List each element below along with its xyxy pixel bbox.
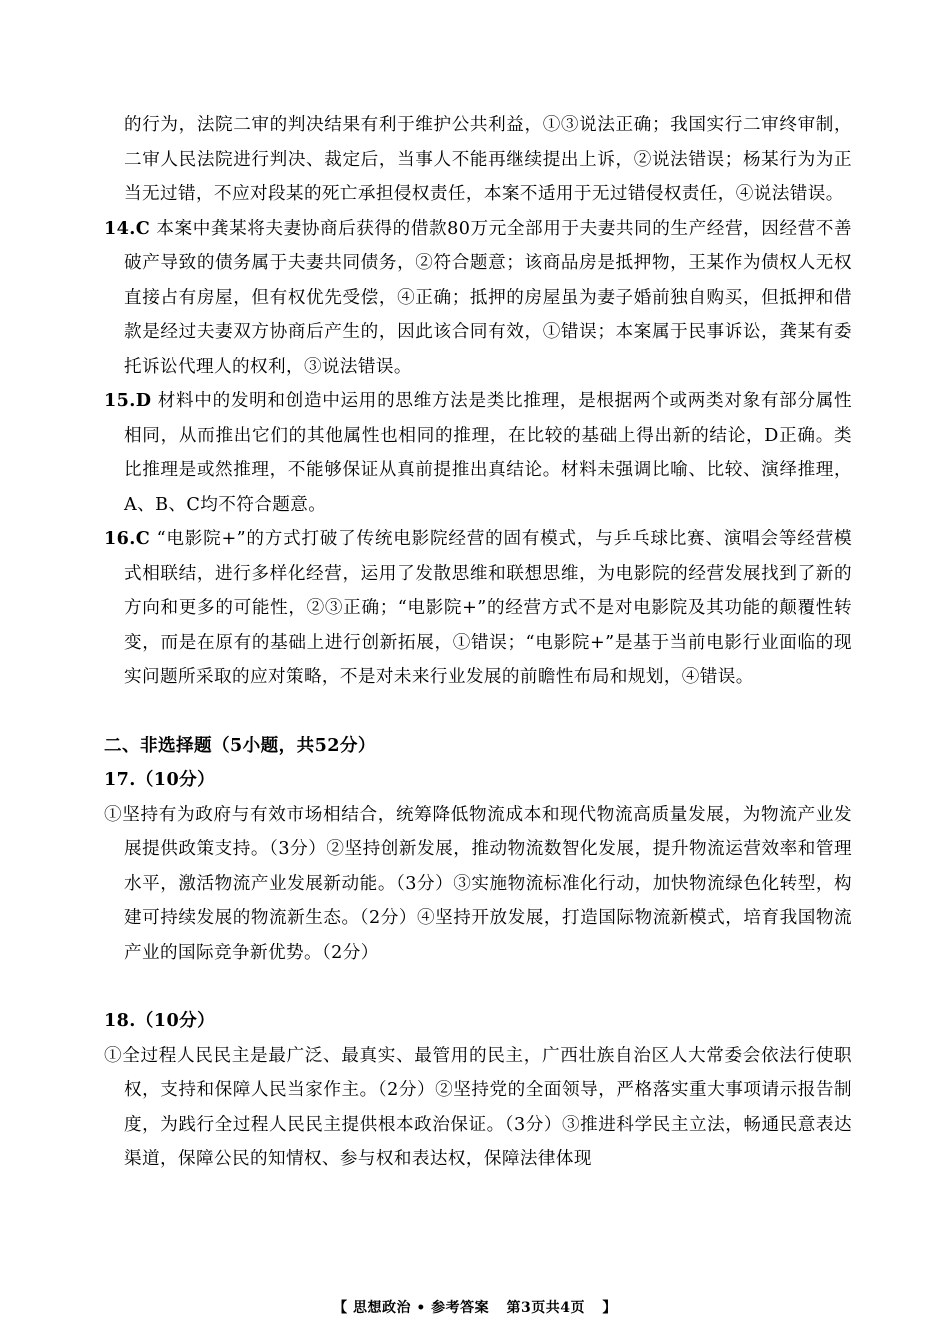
answer-item-14 [104, 212, 852, 385]
footer-separator: • [416, 1300, 426, 1316]
footer-page-number: 第3页共4页 [506, 1300, 586, 1316]
q13-continuation: 的行为，法院二审的判决结果有利于维护公共利益，①③说法正确；我国实行二审终审制，二审人民法院进行判决、裁定后，当事人不能再继续提出上诉，②说法错误；杨某行为为正当无过错，不应对段某的死亡承担侵权责任，本案不适用于无过错侵权责任，④说法错误。 [124, 115, 852, 204]
answer-number: 15.D [104, 390, 152, 411]
question-18-heading: 18.（10分） [104, 1010, 216, 1031]
answer-item-16 [104, 522, 852, 695]
footer-bracket-close: 】 [602, 1300, 617, 1316]
section-heading: 二、非选择题（5小题，共52分） [104, 734, 376, 756]
answer-explanation: 本案中龚某将夫妻协商后获得的借款80万元全部用于夫妻共同的生产经营，因经营不善破产导致的债务属于夫妻共同债务，②符合题意；该商品房是抵押物，王某作为债权人无权直接占有房屋，但有权优先受偿，④正确；抵押的房屋虽为妻子婚前独自购买，但抵押和借款是经过夫妻双方协商后产生的，因此该合同有效，①错误；本案属于民事诉讼，龚某有委托诉讼代理人的权利，③说法错误。 [124, 218, 852, 377]
answer-item-15 [104, 384, 852, 522]
question-17-heading: 17.（10分） [104, 769, 216, 790]
footer-bracket-open: 【 [333, 1300, 348, 1316]
answer-number: 14.C [104, 217, 151, 239]
footer-subject: 思想政治 [352, 1300, 411, 1316]
answer-explanation: 材料中的发明和创造中运用的思维方法是类比推理，是根据两个或两类对象有部分属性相同，从而推出它们的其他属性也相同的推理，在比较的基础上得出新的结论，D正确。类比推理是或然推理，不能够保证从真前提推出真结论。材料未强调比喻、比较、演绎推理，A、B、C均不符合题意。 [124, 391, 852, 515]
answer-number: 16.C [104, 528, 151, 549]
page-footer [0, 1297, 950, 1317]
question-17-answer: ①坚持有为政府与有效市场相结合，统筹降低物流成本和现代物流高质量发展，为物流产业发展提供政策支持。（3分）②坚持创新发展，推动物流数智化发展，提升物流运营效率和管理水平，激活物流产业发展新动能。（3分）③实施物流标准化行动，加快物流绿色化转型，构建可持续发展的物流新生态。（2分）④坚持开放发展，打造国际物流新模式，培育我国物流产业的国际竞争新优势。（2分） [104, 804, 852, 963]
answer-content [104, 108, 852, 1177]
footer-doc-type: 参考答案 [431, 1300, 490, 1316]
answer-explanation: “电影院+”的方式打破了传统电影院经营的固有模式，与乒乓球比赛、演唱会等经营模式相联结，进行多样化经营，运用了发散思维和联想思维，为电影院的经营发展找到了新的方向和更多的可能性，②③正确；“电影院+”的经营方式不是对电影院及其功能的颠覆性转变，而是在原有的基础上进行创新拓展，①错误；“电影院+”是基于当前电影行业面临的现实问题所采取的应对策略，不是对未来行业发展的前瞻性布局和规划，④错误。 [124, 529, 852, 687]
question-18-answer: ①全过程人民民主是最广泛、最真实、最管用的民主，广西壮族自治区人大常委会依法行使职权，支持和保障人民当家作主。（2分）②坚持党的全面领导，严格落实重大事项请示报告制度，为践行全过程人民民主提供根本政治保证。（3分）③推进科学民主立法，畅通民意表达渠道，保障公民的知情权、参与权和表达权，保障法律体现 [104, 1045, 852, 1169]
